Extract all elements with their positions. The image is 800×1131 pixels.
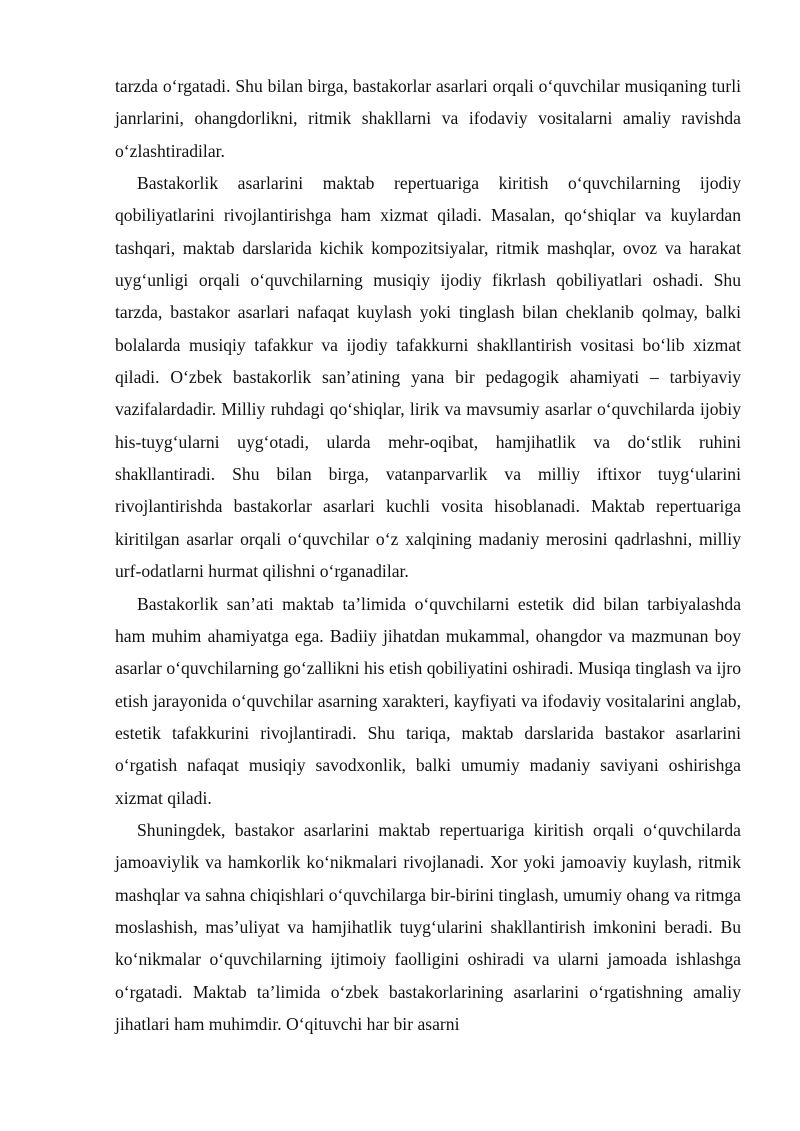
paragraph-creative-abilities: Bastakorlik asarlarini maktab repertuariga kiritish o‘quvchilarning ijodiy qobiliyatlarini rivojlantirishga ham xizmat qiladi. Masalan, qo‘shiqlar va kuylardan tashqari, maktab darslarida kichik kompozitsiyalar, ritmik mashqlar, ovoz va harakat uyg‘unligi orqali o‘quvchilarning musiqiy ijodiy fikrlash qobiliyatlari oshadi. Shu tarzda, bastakor asarlari nafaqat kuylash yoki tinglash bilan cheklanib qolmay, balki bolalarda musiqiy tafakkur va ijodiy tafakkurni shakllantirish vositasi bo‘lib xizmat qiladi. O‘zbek bastakorlik san’atining yana bir pedagogik ahamiyati – tarbiyaviy vazifalardadir. Milliy ruhdagi qo‘shiqlar, lirik va mavsumiy asarlar o‘quvchilarda ijobiy his-tuyg‘ularni uyg‘otadi, ularda mehr-oqibat, hamjihatlik va do‘stlik ruhini shakllantiradi. Shu bilan birga, vatanparvarlik va milliy iftixor tuyg‘ularini rivojlantirishda bastakorlar asarlari kuchli vosita hisoblanadi. Maktab repertuariga kiritilgan asarlar orqali o‘quvchilar o‘z xalqining madaniy merosini qadrlashni, milliy urf-odatlarni hurmat qilishni o‘rganadilar.: [115, 173, 741, 582]
paragraph-teamwork-skills: Shuningdek, bastakor asarlarini maktab repertuariga kiritish orqali o‘quvchilarda jamoaviylik va hamkorlik ko‘nikmalari rivojlanadi. Xor yoki jamoaviy kuylash, ritmik mashqlar va sahna chiqishlari o‘quvchilarga bir-birini tinglash, umumiy ohang va ritmga moslashish, mas’uliyat va hamjihatlik tuyg‘ularini shakllantirish imkonini beradi. Bu ko‘nikmalar o‘quvchilarning ijtimoiy faolligini oshiradi va ularni jamoada ishlashga o‘rgatadi. Maktab ta’limida o‘zbek bastakorlarining asarlarini o‘rgatishning amaliy jihatlari ham muhimdir. O‘qituvchi har bir asarni: [115, 819, 741, 1034]
paragraph-aesthetic-education: Bastakorlik san’ati maktab ta’limida o‘quvchilarni estetik did bilan tarbiyalashda ham muhim ahamiyatga ega. Badiiy jihatdan mukammal, ohangdor va mazmunan boy asarlar o‘quvchilarning go‘zallikni his etish qobiliyatini oshiradi. Musiqa tinglash va ijro etish jarayonida o‘quvchilar asarning xarakteri, kayfiyati va ifodaviy vositalarini anglab, estetik tafakkurini rivojlantiradi. Shu tariqa, maktab darslarida bastakor asarlarini o‘rgatish nafaqat musiqiy savodxonlik, balki umumiy madaniy saviyani oshirishga xizmat qiladi.: [115, 593, 741, 808]
body-text: [115, 70, 741, 1040]
paragraph-continuation: tarzda o‘rgatadi. Shu bilan birga, bastakorlar asarlari orqali o‘quvchilar musiqaning turli janrlarini, ohangdorlikni, ritmik shakllarni va ifodaviy vositalarni amaliy ravishda o‘zlashtiradilar.: [115, 76, 741, 161]
